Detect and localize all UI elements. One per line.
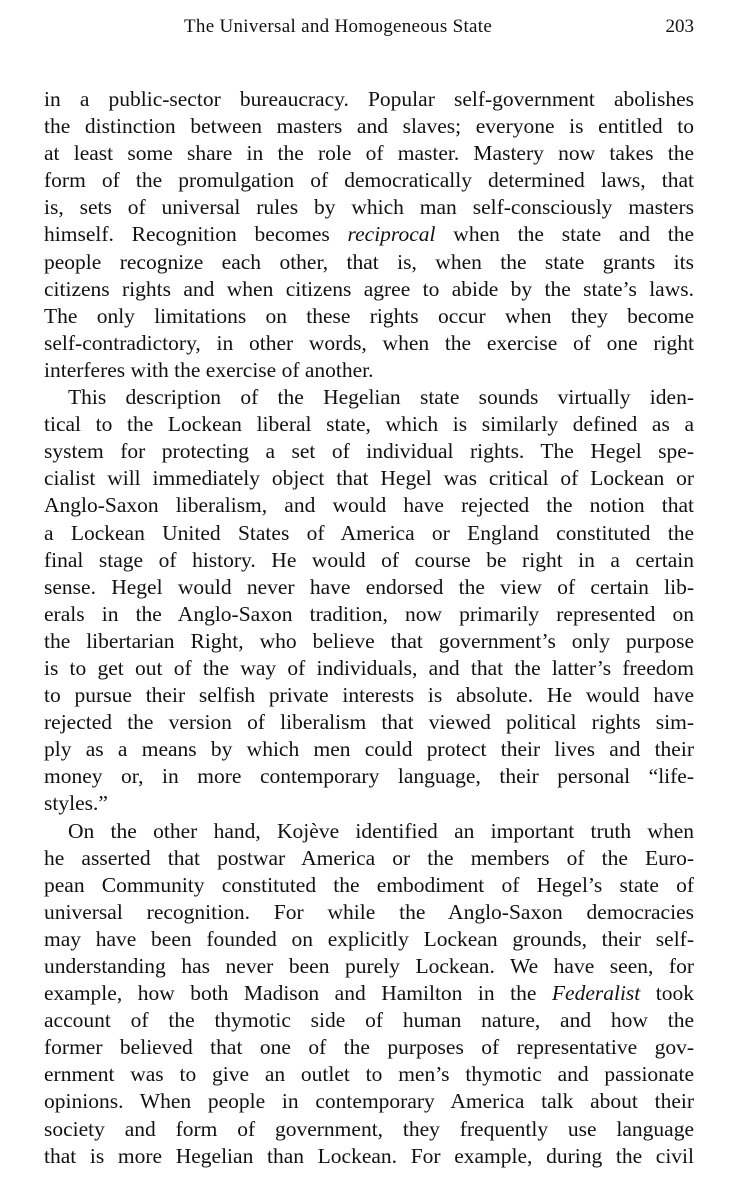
text-line: system for protecting a set of individual rights. The Hegel spe- xyxy=(44,439,694,464)
text-line: people recognize each other, that is, when the state grants its xyxy=(44,249,694,274)
page-number: 203 xyxy=(665,16,694,37)
text-line: account of the thymotic side of human nature, and how the xyxy=(44,1008,694,1033)
text-line: tical to the Lockean liberal state, which is similarly defined as a xyxy=(44,412,694,437)
text-line: money or, in more contemporary language, their personal “life- xyxy=(44,764,694,789)
emphasis: reciprocal xyxy=(347,222,436,247)
page-header xyxy=(44,16,694,42)
text-line: citizens rights and when citizens agree to abide by the state’s laws. xyxy=(44,276,694,301)
text-line: opinions. When people in contemporary America talk about their xyxy=(44,1089,694,1114)
text-line: at least some share in the role of master. Mastery now takes the xyxy=(44,141,694,166)
text-line: to pursue their selfish private interests is absolute. He would have xyxy=(44,683,694,708)
text-line: example, how both Madison and Hamilton in the Federalist took xyxy=(44,981,694,1006)
text-line: ply as a means by which men could protect their lives and their xyxy=(44,737,694,762)
text-line: sense. Hegel would never have endorsed the view of certain lib- xyxy=(44,574,694,599)
text-line: society and form of government, they frequently use language xyxy=(44,1116,694,1141)
text-line: form of the promulgation of democratically determined laws, that xyxy=(44,168,694,193)
running-head: The Universal and Homogeneous State xyxy=(184,16,493,37)
text-line: self-contradictory, in other words, when the exercise of one right xyxy=(44,330,694,355)
text-line: in a public-sector bureaucracy. Popular self-government abolishes xyxy=(44,87,694,111)
text-line: On the other hand, Kojève identified an important truth when xyxy=(68,818,694,843)
text-line: ernment was to give an outlet to men’s thymotic and passionate xyxy=(44,1062,694,1087)
text-line: styles.” xyxy=(44,791,108,816)
text-line: himself. Recognition becomes reciprocal when the state and the xyxy=(44,222,694,247)
text-line: cialist will immediately object that Hegel was critical of Lockean or xyxy=(44,466,694,491)
body-text xyxy=(44,86,694,1170)
text-line: may have been founded on explicitly Lockean grounds, their self- xyxy=(44,926,694,951)
text-line: is, sets of universal rules by which man self-consciously masters xyxy=(44,195,694,220)
text-line: Anglo-Saxon liberalism, and would have rejected the notion that xyxy=(44,493,694,518)
text-line: the distinction between masters and slaves; everyone is entitled to xyxy=(44,114,694,139)
text-line: understanding has never been purely Lockean. We have seen, for xyxy=(44,954,694,978)
text-line: is to get out of the way of individuals, and that the latter’s freedom xyxy=(44,655,694,680)
text-line: universal recognition. For while the Anglo-Saxon democracies xyxy=(44,899,694,924)
text-line: final stage of history. He would of course be right in a certain xyxy=(44,547,694,572)
text-line: pean Community constituted the embodiment of Hegel’s state of xyxy=(44,872,694,897)
text-line: This description of the Hegelian state sounds virtually iden- xyxy=(68,385,694,410)
text-line: The only limitations on these rights occur when they become xyxy=(44,303,694,328)
text-line: rejected the version of liberalism that viewed political rights sim- xyxy=(44,710,694,735)
text-line: interferes with the exercise of another. xyxy=(44,357,374,382)
text-line: former believed that one of the purposes of representative gov- xyxy=(44,1035,694,1060)
emphasis: Federalist xyxy=(551,981,641,1006)
text-line: the libertarian Right, who believe that government’s only purpose xyxy=(44,628,694,653)
text-line: a Lockean United States of America or England constituted the xyxy=(44,520,694,545)
text-line: that is more Hegelian than Lockean. For example, during the civil xyxy=(44,1143,694,1168)
text-line: erals in the Anglo-Saxon tradition, now primarily represented on xyxy=(44,601,694,626)
text-line: he asserted that postwar America or the members of the Euro- xyxy=(44,845,694,870)
